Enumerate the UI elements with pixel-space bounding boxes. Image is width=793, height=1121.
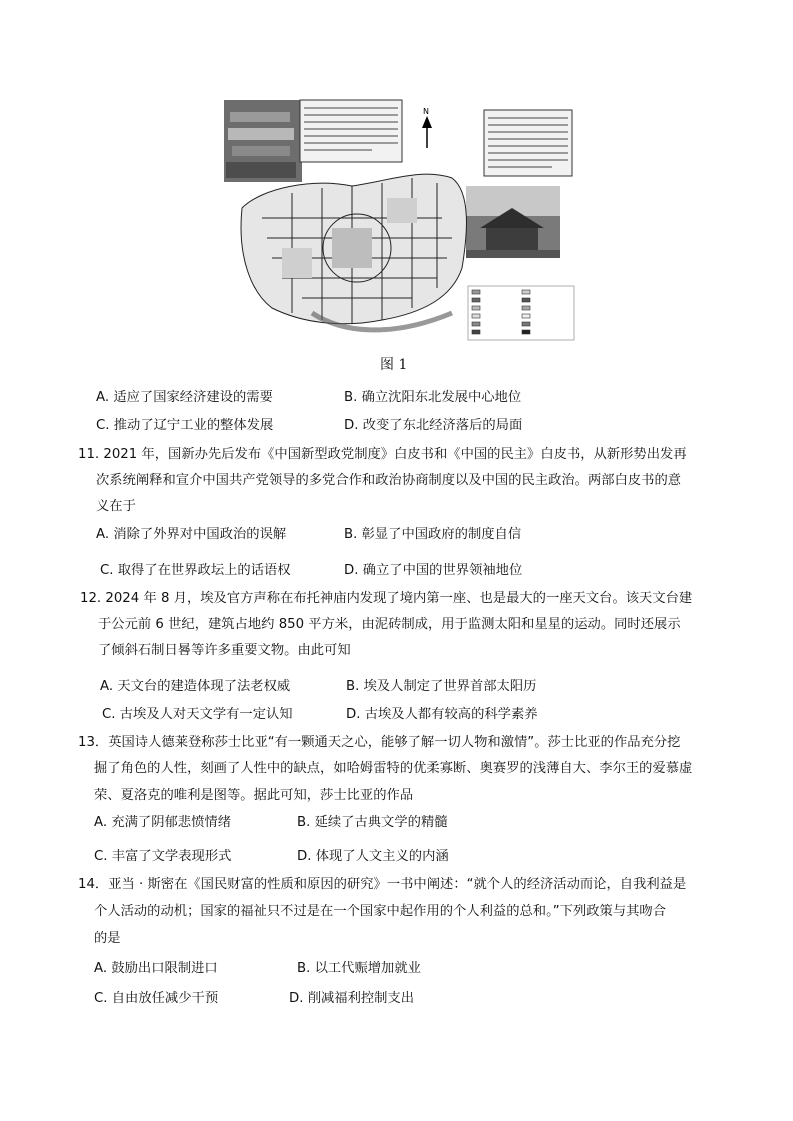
q12-stem-line3: 了倾斜石制日晷等许多重要文物。由此可知	[98, 643, 351, 658]
q12-option-d[interactable]: D. 古埃及人都有较高的科学素养	[346, 707, 538, 722]
q10-option-a[interactable]: A. 适应了国家经济建设的需要	[96, 390, 273, 405]
q10-option-c[interactable]: C. 推动了辽宁工业的整体发展	[96, 418, 274, 433]
q13-option-b[interactable]: B. 延续了古典文学的精髓	[297, 815, 448, 830]
q11-stem-line3: 义在于	[96, 499, 136, 514]
q13-stem-line2: 掘了角色的人性，刻画了人性中的缺点，如哈姆雷特的优柔寡断、奥赛罗的浅薄自大、李尔王的爱慕虚	[94, 761, 693, 776]
q11-option-a[interactable]: A. 消除了外界对中国政治的误解	[96, 527, 287, 542]
q11-stem-line1: 11. 2021 年，国新办先后发布《中国新型政党制度》白皮书和《中国的民主》白皮书，从新形势出发再	[78, 447, 687, 462]
q12-option-a[interactable]: A. 天文台的建造体现了法老权威	[100, 679, 291, 694]
q13-option-a[interactable]: A. 充满了阴郁悲愤情绪	[94, 815, 231, 830]
workers-village-callout	[300, 100, 402, 162]
figure-caption: 图 1	[380, 357, 408, 373]
q14-option-c[interactable]: C. 自由放任减少干预	[94, 991, 219, 1006]
q13-option-c[interactable]: C. 丰富了文学表现形式	[94, 849, 232, 864]
workers-village-photo	[224, 100, 302, 182]
city-map-figure	[222, 98, 579, 343]
q13-stem-line3: 荣、夏洛克的唯利是图等。据此可知，莎士比亚的作品	[94, 788, 414, 803]
q12-stem-line1: 12. 2024 年 8 月，埃及官方声称在布托神庙内发现了境内第一座、也是最大的一座天文台。该天文台建	[80, 591, 693, 606]
q14-option-b[interactable]: B. 以工代赈增加就业	[297, 961, 421, 976]
q13-stem-line1: 13．英国诗人德莱登称莎士比亚“有一颗通天之心，能够了解一切人物和激情”。莎士比亚的作品充分挖	[78, 735, 681, 750]
q11-stem-line2: 次系统阐释和宣介中国共产党领导的多党合作和政治协商制度以及中国的民主政治。两部白皮书的意	[96, 473, 682, 488]
q10-option-d[interactable]: D. 改变了东北经济落后的局面	[344, 418, 523, 433]
q11-option-d[interactable]: D. 确立了中国的世界领袖地位	[344, 563, 523, 578]
palace-callout	[484, 110, 572, 176]
q12-option-c[interactable]: C. 古埃及人对天文学有一定认知	[102, 707, 293, 722]
q11-option-c[interactable]: C. 取得了在世界政坛上的话语权	[100, 563, 291, 578]
q13-option-d[interactable]: D. 体现了人文主义的内涵	[297, 849, 449, 864]
svg-text:N: N	[423, 107, 429, 116]
q14-option-d[interactable]: D. 削减福利控制支出	[289, 991, 415, 1006]
q12-option-b[interactable]: B. 埃及人制定了世界首部太阳历	[346, 679, 537, 694]
map-legend	[468, 286, 574, 340]
q14-stem-line3: 的是	[94, 931, 121, 946]
palace-photo	[466, 186, 560, 258]
q14-stem-line2: 个人活动的动机；国家的福祉只不过是在一个国家中起作用的个人利益的总和。”下列政策与其吻合	[94, 904, 667, 919]
q10-option-b[interactable]: B. 确立沈阳东北发展中心地位	[344, 390, 522, 405]
q11-option-b[interactable]: B. 彰显了中国政府的制度自信	[344, 527, 522, 542]
q14-option-a[interactable]: A. 鼓励出口限制进口	[94, 961, 218, 976]
q12-stem-line2: 于公元前 6 世纪，建筑占地约 850 平方米，由泥砖制成，用于监测太阳和星星的运动。同时还展示	[98, 617, 681, 632]
q14-stem-line1: 14．亚当 · 斯密在《国民财富的性质和原因的研究》一书中阐述：“就个人的经济活动而论，自我利益是	[78, 877, 687, 892]
